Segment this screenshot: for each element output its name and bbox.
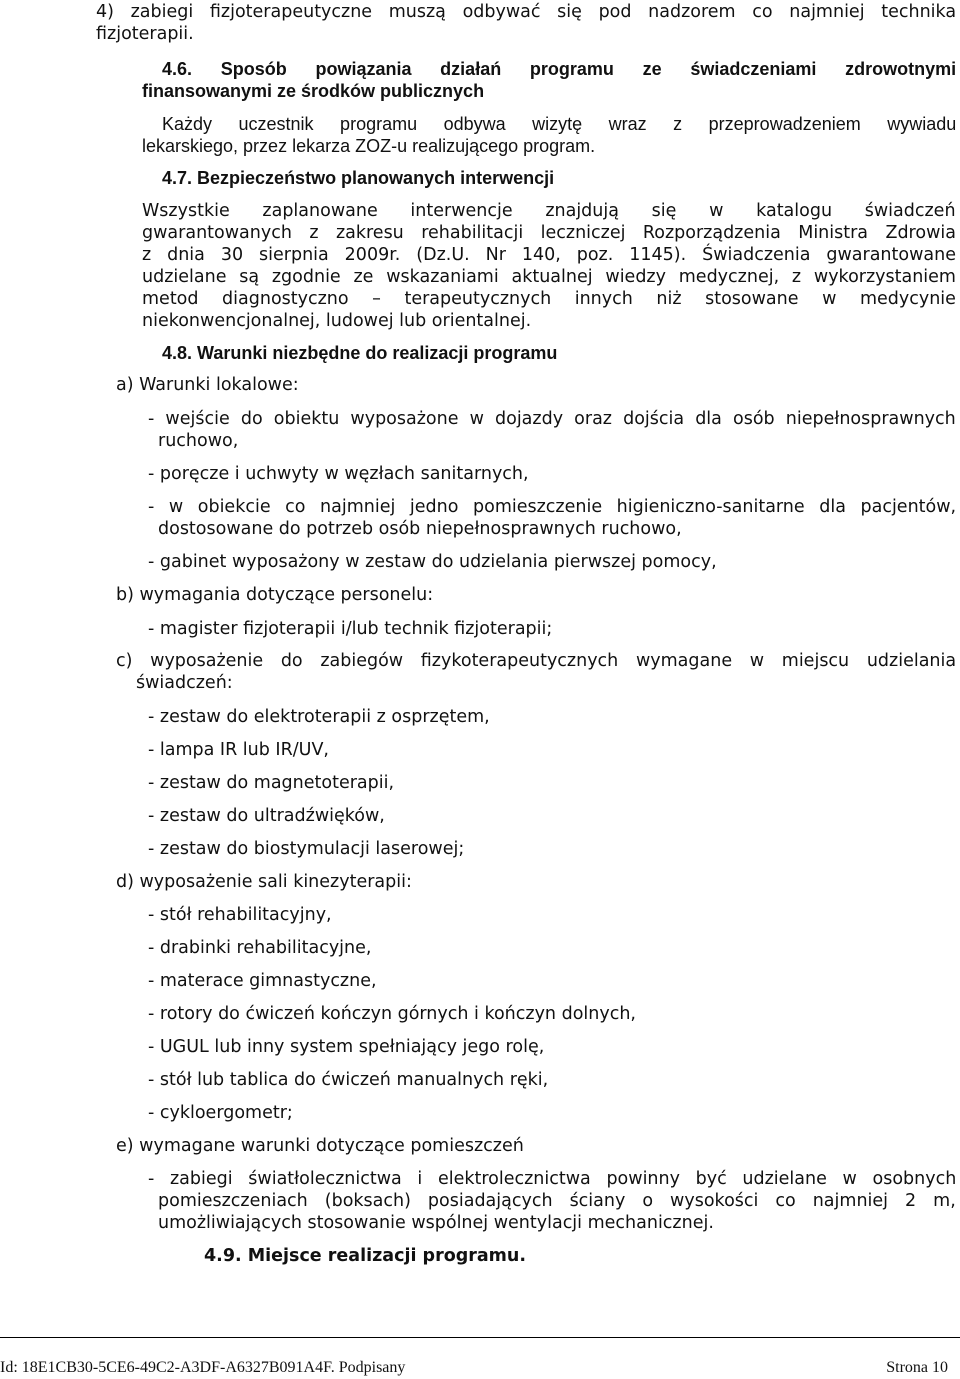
list-d-label: d) wyposażenie sali kinezyterapii: bbox=[116, 872, 412, 892]
list-c-label: c) wyposażenie do zabiegów fizykoterapeutycznych wymagane w miejscu udzielania bbox=[116, 651, 957, 671]
list-d-item: - materace gimnastyczne, bbox=[148, 971, 377, 991]
list-c-item: - zestaw do elektroterapii z osprzętem, bbox=[148, 707, 490, 727]
list-c-item: - zestaw do magnetoterapii, bbox=[148, 773, 395, 793]
list-d-item: - stół rehabilitacyjny, bbox=[148, 905, 332, 925]
footer-divider bbox=[0, 1337, 960, 1338]
section-4-7-line: niekonwencjonalnej, ludowej lub orientalnej. bbox=[142, 311, 532, 331]
list-b-item: - magister fizjoterapii i/lub technik fizjoterapii; bbox=[148, 619, 553, 639]
section-4-7-heading: 4.7. Bezpieczeństwo planowanych interwencji bbox=[162, 168, 555, 188]
section-4-8-heading: 4.8. Warunki niezbędne do realizacji programu bbox=[162, 343, 558, 363]
list-e-line: - zabiegi światłolecznictwa i elektrolecznictwa powinny być udzielane w osobnych bbox=[148, 1169, 957, 1189]
list-a-item: - w obiekcie co najmniej jedno pomieszczenie higieniczno-sanitarne dla pacjentów, bbox=[148, 497, 957, 517]
section-4-7-line: gwarantowanych z zakresu rehabilitacji leczniczej Rozporządzenia Ministra Zdrowia bbox=[142, 223, 956, 243]
section-4-6-heading: 4.6. Sposób powiązania działań programu ze świadczeniami zdrowotnymi bbox=[162, 59, 957, 79]
section-4-7-line: metod diagnostyczno – terapeutycznych innych niż stosowane w medycynie bbox=[142, 289, 956, 309]
list-a-item: - wejście do obiektu wyposażone w dojazdy oraz dojścia dla osób niepełnosprawnych bbox=[148, 409, 956, 429]
list-c-item: - zestaw do ultradźwięków, bbox=[148, 806, 385, 826]
list-b-label: b) wymagania dotyczące personelu: bbox=[116, 585, 434, 605]
intro-line-1: 4) zabiegi fizjoterapeutyczne muszą odbywać się pod nadzorem co najmniej technika bbox=[96, 2, 957, 22]
intro-line-2: fizjoterapii. bbox=[96, 24, 194, 44]
list-a-item-cont: dostosowane do potrzeb osób niepełnosprawnych ruchowo, bbox=[158, 519, 682, 539]
section-4-7-line: Wszystkie zaplanowane interwencje znajdują się w katalogu świadczeń bbox=[142, 201, 956, 221]
section-4-6-para-line-2: lekarskiego, przez lekarza ZOZ-u realizującego program. bbox=[142, 136, 596, 156]
section-4-7-line: udzielane są zgodnie ze wskazaniami aktualnej wiedzy medycznej, z wykorzystaniem bbox=[142, 267, 956, 287]
list-c-item: - zestaw do biostymulacji laserowej; bbox=[148, 839, 465, 859]
list-a-item-cont: ruchowo, bbox=[158, 431, 239, 451]
list-d-item: - UGUL lub inny system spełniający jego rolę, bbox=[148, 1037, 545, 1057]
list-d-item: - drabinki rehabilitacyjne, bbox=[148, 938, 372, 958]
section-4-6-para-line-1: Każdy uczestnik programu odbywa wizytę wraz z przeprowadzeniem wywiadu bbox=[162, 114, 957, 134]
list-a-label: a) Warunki lokalowe: bbox=[116, 375, 299, 395]
list-d-item: - cykloergometr; bbox=[148, 1103, 293, 1123]
section-4-9-heading: 4.9. Miejsce realizacji programu. bbox=[204, 1246, 527, 1266]
list-e-line: umożliwiających stosowanie wspólnej wentylacji mechanicznej. bbox=[158, 1213, 714, 1233]
list-c-label-cont: świadczeń: bbox=[136, 673, 233, 693]
section-4-7-line: z dnia 30 sierpnia 2009r. (Dz.U. Nr 140, poz. 1145). Świadczenia gwarantowane bbox=[142, 245, 956, 265]
footer-page-number: Strona 10 bbox=[886, 1359, 948, 1376]
list-a-item: - gabinet wyposażony w zestaw do udzielania pierwszej pomocy, bbox=[148, 552, 717, 572]
list-d-item: - rotory do ćwiczeń kończyn górnych i kończyn dolnych, bbox=[148, 1004, 636, 1024]
section-4-6-heading-cont: finansowanymi ze środków publicznych bbox=[142, 81, 485, 101]
list-d-item: - stół lub tablica do ćwiczeń manualnych ręki, bbox=[148, 1070, 549, 1090]
footer-id: Id: 18E1CB30-5CE6-49C2-A3DF-A6327B091A4F. Podpisany bbox=[0, 1359, 406, 1376]
list-e-label: e) wymagane warunki dotyczące pomieszczeń bbox=[116, 1136, 524, 1156]
list-c-item: - lampa IR lub IR/UV, bbox=[148, 740, 329, 760]
list-e-line: pomieszczeniach (boksach) posiadających ściany o wysokości co najmniej 2 m, bbox=[158, 1191, 956, 1211]
list-a-item: - poręcze i uchwyty w węzłach sanitarnych, bbox=[148, 464, 529, 484]
